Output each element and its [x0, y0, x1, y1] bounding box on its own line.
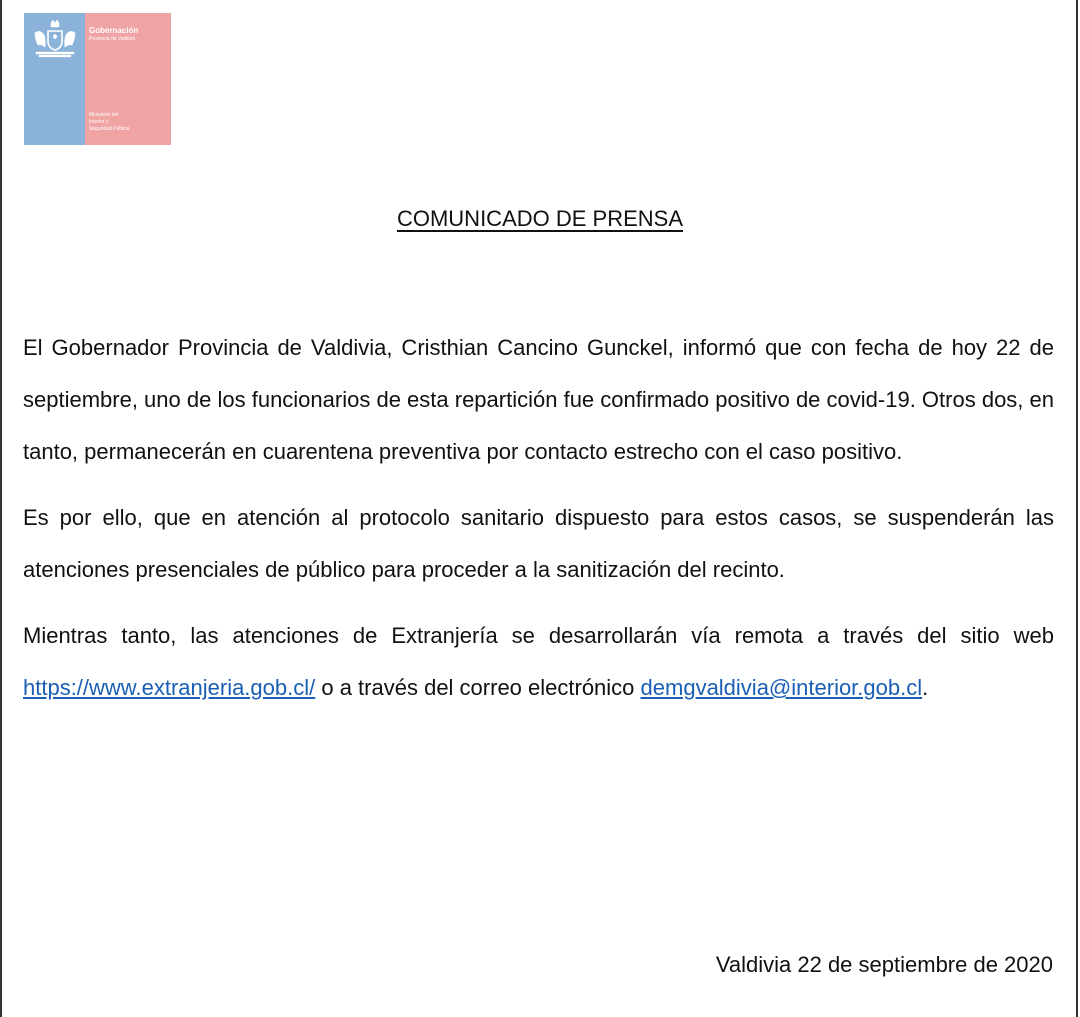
document-body	[23, 322, 1054, 728]
paragraph-3-prefix: Mientras tanto, las atenciones de Extranjería se desarrollarán vía remota a través del sitio web	[23, 623, 1054, 648]
website-link[interactable]: https://www.extranjeria.gob.cl/	[23, 675, 316, 700]
paragraph-3-suffix: .	[922, 675, 929, 700]
gobernacion-logo	[24, 13, 171, 145]
ministry-line3: Seguridad Pública	[89, 126, 130, 132]
document-title: COMUNICADO DE PRENSA	[396, 206, 684, 231]
logo-red-panel	[85, 13, 171, 145]
email-link[interactable]: demgvaldivia@interior.gob.cl	[640, 675, 923, 700]
logo-blue-panel	[24, 13, 85, 145]
document-title-wrapper	[0, 206, 1080, 232]
logo-line2: Provincia de Valdivia	[89, 36, 136, 42]
logo-institution	[89, 26, 138, 43]
ministry-line1: Ministerio del	[89, 112, 119, 118]
paragraph-2: Es por ello, que en atención al protocolo sanitario dispuesto para estos casos, se suspenderán las atenciones presenciales de público para proceder a la sanitización del recinto.	[23, 505, 1054, 582]
date-line: Valdivia 22 de septiembre de 2020	[715, 952, 1053, 977]
paragraph-3-middle: o a través del correo electrónico	[315, 675, 641, 700]
logo-line1: Gobernación	[89, 26, 139, 35]
paragraph-1: El Gobernador Provincia de Valdivia, Cristhian Cancino Gunckel, informó que con fecha de hoy 22 de septiembre, uno de los funcionarios de esta repartición fue confirmado positivo de covid-19. Otros dos, en tanto, permanecerán en cuarentena preventiva por contacto estrecho con el caso positivo.	[23, 335, 1054, 464]
chile-coat-of-arms-icon	[31, 19, 79, 59]
ministry-line2: Interior y	[89, 119, 109, 125]
paragraph-3	[23, 610, 1054, 714]
logo-ministry	[89, 112, 169, 133]
